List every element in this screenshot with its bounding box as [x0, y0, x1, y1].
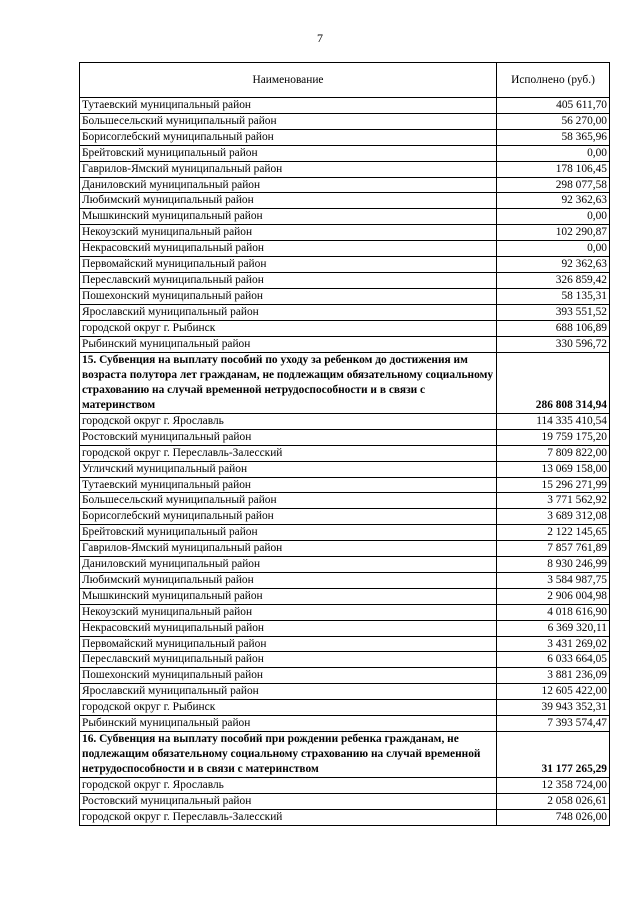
table-row — [80, 225, 610, 241]
table-row — [80, 509, 610, 525]
row-name: Ростовский муниципальный район — [80, 429, 497, 445]
table-row — [80, 304, 610, 320]
budget-table — [79, 62, 610, 826]
row-name: Борисоглебский муниципальный район — [80, 509, 497, 525]
section-total: 286 808 314,94 — [497, 352, 610, 413]
table-row — [80, 525, 610, 541]
row-name: городской округ г. Переславль-Залесский — [80, 445, 497, 461]
row-name: Мышкинский муниципальный район — [80, 588, 497, 604]
table-row — [80, 429, 610, 445]
table-row — [80, 572, 610, 588]
row-name: Большесельский муниципальный район — [80, 113, 497, 129]
table-row — [80, 493, 610, 509]
row-value: 7 857 761,89 — [497, 541, 610, 557]
table-row — [80, 604, 610, 620]
row-value: 0,00 — [497, 209, 610, 225]
table-row — [80, 477, 610, 493]
row-value: 3 431 269,02 — [497, 636, 610, 652]
row-value: 178 106,45 — [497, 161, 610, 177]
table-row — [80, 413, 610, 429]
table-row — [80, 129, 610, 145]
row-value: 748 026,00 — [497, 810, 610, 826]
row-name: городской округ г. Ярославль — [80, 413, 497, 429]
row-value: 3 584 987,75 — [497, 572, 610, 588]
row-name: Большесельский муниципальный район — [80, 493, 497, 509]
table-row — [80, 241, 610, 257]
table-row — [80, 145, 610, 161]
row-value: 3 689 312,08 — [497, 509, 610, 525]
row-name: Переславский муниципальный район — [80, 652, 497, 668]
row-name: Пошехонский муниципальный район — [80, 288, 497, 304]
table-row — [80, 541, 610, 557]
row-value: 330 596,72 — [497, 336, 610, 352]
section-row — [80, 352, 610, 413]
row-name: Ярославский муниципальный район — [80, 684, 497, 700]
section-title: 15. Субвенция на выплату пособий по уходу за ребенком до достижения им возраста полутора лет гражданам, не подлежащим обязательному социальному страхованию на случай временной нетрудоспособности и в связи с материнством — [80, 352, 497, 413]
row-name: Некрасовский муниципальный район — [80, 241, 497, 257]
row-name: Первомайский муниципальный район — [80, 636, 497, 652]
row-name: Некрасовский муниципальный район — [80, 620, 497, 636]
row-value: 0,00 — [497, 145, 610, 161]
table-row — [80, 684, 610, 700]
table-row — [80, 161, 610, 177]
row-value: 92 362,63 — [497, 193, 610, 209]
row-value: 2 122 145,65 — [497, 525, 610, 541]
table-header-row — [80, 63, 610, 98]
table-row — [80, 700, 610, 716]
row-value: 7 809 822,00 — [497, 445, 610, 461]
row-value: 326 859,42 — [497, 272, 610, 288]
column-header-name: Наименование — [80, 63, 497, 98]
column-header-value: Исполнено (руб.) — [497, 63, 610, 98]
row-value: 92 362,63 — [497, 257, 610, 273]
row-value: 2 906 004,98 — [497, 588, 610, 604]
section-title: 16. Субвенция на выплату пособий при рождении ребенка гражданам, не подлежащим обязательному социальному страхованию на случай временной нетрудоспособности и в связи с материнством — [80, 732, 497, 778]
row-name: Мышкинский муниципальный район — [80, 209, 497, 225]
section-row — [80, 732, 610, 778]
row-name: Даниловский муниципальный район — [80, 177, 497, 193]
row-name: Первомайский муниципальный район — [80, 257, 497, 273]
row-value: 114 335 410,54 — [497, 413, 610, 429]
table-row — [80, 557, 610, 573]
table-row — [80, 98, 610, 114]
row-value: 102 290,87 — [497, 225, 610, 241]
row-name: Некоузский муниципальный район — [80, 604, 497, 620]
row-name: Борисоглебский муниципальный район — [80, 129, 497, 145]
table-row — [80, 778, 610, 794]
row-name: Ростовский муниципальный район — [80, 794, 497, 810]
row-value: 56 270,00 — [497, 113, 610, 129]
row-name: Рыбинский муниципальный район — [80, 716, 497, 732]
row-value: 0,00 — [497, 241, 610, 257]
row-name: городской округ г. Переславль-Залесский — [80, 810, 497, 826]
table-row — [80, 652, 610, 668]
table-row — [80, 636, 610, 652]
page-number: 7 — [317, 31, 323, 45]
row-name: Брейтовский муниципальный район — [80, 525, 497, 541]
row-value: 298 077,58 — [497, 177, 610, 193]
table-row — [80, 113, 610, 129]
row-value: 2 058 026,61 — [497, 794, 610, 810]
row-name: Некоузский муниципальный район — [80, 225, 497, 241]
row-name: Любимский муниципальный район — [80, 193, 497, 209]
table-row — [80, 336, 610, 352]
table-row — [80, 272, 610, 288]
table-row — [80, 320, 610, 336]
row-name: Тутаевский муниципальный район — [80, 477, 497, 493]
row-value: 58 135,31 — [497, 288, 610, 304]
row-name: Пошехонский муниципальный район — [80, 668, 497, 684]
table-body — [80, 98, 610, 826]
table-row — [80, 668, 610, 684]
section-total: 31 177 265,29 — [497, 732, 610, 778]
row-name: Ярославский муниципальный район — [80, 304, 497, 320]
row-value: 39 943 352,31 — [497, 700, 610, 716]
row-name: Гаврилов-Ямский муниципальный район — [80, 161, 497, 177]
row-name: Тутаевский муниципальный район — [80, 98, 497, 114]
row-value: 405 611,70 — [497, 98, 610, 114]
table-row — [80, 288, 610, 304]
row-value: 3 771 562,92 — [497, 493, 610, 509]
row-value: 12 605 422,00 — [497, 684, 610, 700]
table-row — [80, 810, 610, 826]
row-name: Переславский муниципальный район — [80, 272, 497, 288]
table-row — [80, 193, 610, 209]
row-value: 393 551,52 — [497, 304, 610, 320]
table-row — [80, 209, 610, 225]
table-row — [80, 794, 610, 810]
row-value: 688 106,89 — [497, 320, 610, 336]
table-row — [80, 620, 610, 636]
table-row — [80, 716, 610, 732]
row-name: городской округ г. Рыбинск — [80, 700, 497, 716]
row-name: Брейтовский муниципальный район — [80, 145, 497, 161]
row-value: 19 759 175,20 — [497, 429, 610, 445]
row-name: Любимский муниципальный район — [80, 572, 497, 588]
row-value: 4 018 616,90 — [497, 604, 610, 620]
row-name: Даниловский муниципальный район — [80, 557, 497, 573]
table-row — [80, 177, 610, 193]
row-name: Рыбинский муниципальный район — [80, 336, 497, 352]
table-row — [80, 257, 610, 273]
row-value: 13 069 158,00 — [497, 461, 610, 477]
row-name: Гаврилов-Ямский муниципальный район — [80, 541, 497, 557]
table-row — [80, 588, 610, 604]
row-name: городской округ г. Рыбинск — [80, 320, 497, 336]
table-row — [80, 445, 610, 461]
row-value: 7 393 574,47 — [497, 716, 610, 732]
row-name: городской округ г. Ярославль — [80, 778, 497, 794]
table-row — [80, 461, 610, 477]
row-value: 3 881 236,09 — [497, 668, 610, 684]
row-value: 58 365,96 — [497, 129, 610, 145]
row-value: 6 033 664,05 — [497, 652, 610, 668]
row-value: 15 296 271,99 — [497, 477, 610, 493]
row-name: Угличский муниципальный район — [80, 461, 497, 477]
row-value: 12 358 724,00 — [497, 778, 610, 794]
row-value: 8 930 246,99 — [497, 557, 610, 573]
row-value: 6 369 320,11 — [497, 620, 610, 636]
